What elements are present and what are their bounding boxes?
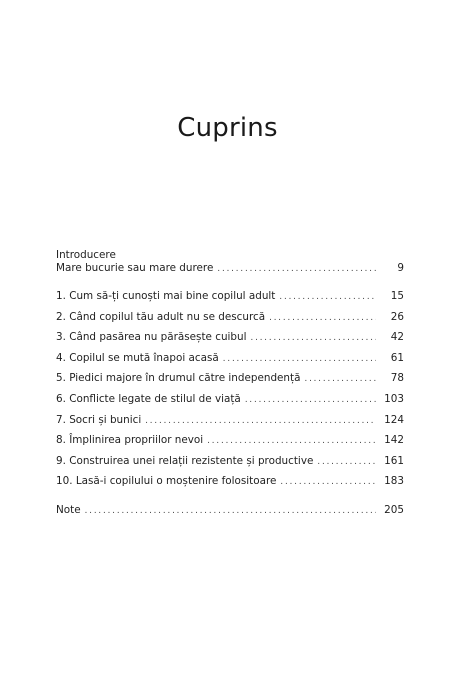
toc-entry-page: 161 — [384, 454, 404, 467]
toc-entry-label: 4. Copilul se mută înapoi acasă — [56, 351, 219, 364]
dot-leader — [145, 415, 376, 428]
toc-entry-label: 1. Cum să-ți cunoști mai bine copilul adult — [56, 290, 276, 302]
dot-leader — [269, 312, 376, 325]
toc-entry-page: 124 — [384, 413, 404, 426]
table-of-contents — [56, 249, 404, 517]
toc-entry-label: 3. Când pasărea nu părăsește cuibul — [56, 331, 247, 344]
toc-entry — [56, 352, 404, 365]
toc-entry-label: 2. Când copilul tău adult nu se descurcă — [56, 310, 266, 323]
toc-entry-notes — [56, 504, 404, 517]
toc-entry-label: 10. Lasă-i copilului o moștenire folositoare — [56, 475, 277, 488]
intro-heading: Introducere — [56, 249, 116, 261]
toc-entry — [56, 372, 404, 385]
toc-entry-page: 78 — [390, 372, 404, 385]
toc-entry-page: 9 — [397, 262, 404, 274]
dot-leader — [280, 476, 376, 489]
toc-entry-label: Mare bucurie sau mare durere — [56, 262, 214, 274]
toc-entry — [56, 475, 404, 488]
toc-entry-page: 15 — [390, 290, 404, 302]
dot-leader — [251, 332, 377, 345]
dot-leader — [317, 456, 376, 469]
toc-entry-page: 142 — [384, 434, 404, 447]
toc-entry-label: Note — [56, 504, 81, 517]
toc-entry — [56, 414, 404, 427]
toc-entry-intro — [56, 262, 404, 275]
dot-leader — [217, 263, 376, 276]
toc-entry-label: 5. Piedici majore în drumul către independență — [56, 372, 301, 385]
toc-entry — [56, 290, 404, 303]
toc-entry — [56, 434, 404, 447]
dot-leader — [245, 394, 376, 407]
section-spacer — [56, 488, 404, 504]
toc-entry-label: 6. Conflicte legate de stilul de viață — [56, 392, 241, 405]
toc-entry-label: 8. Împlinirea propriilor nevoi — [56, 434, 204, 447]
toc-entry — [56, 393, 404, 406]
toc-entry-label: 9. Construirea unei relații rezistente și productive — [56, 454, 314, 467]
dot-leader — [304, 373, 376, 386]
toc-entry-page: 26 — [390, 310, 404, 323]
page-title: Cuprins — [177, 113, 278, 143]
dot-leader — [207, 435, 376, 448]
dot-leader — [223, 353, 376, 366]
toc-entry-page: 61 — [390, 351, 404, 364]
toc-entry-page: 103 — [384, 392, 404, 405]
toc-entry — [56, 331, 404, 344]
section-spacer — [56, 275, 404, 290]
dot-leader — [279, 291, 376, 304]
toc-entry-page: 42 — [390, 331, 404, 344]
dot-leader — [85, 505, 376, 518]
toc-entry-page: 183 — [384, 475, 404, 488]
toc-entry — [56, 455, 404, 468]
toc-entry-page: 205 — [384, 504, 404, 517]
toc-entry-label: 7. Socri și bunici — [56, 413, 142, 426]
toc-entry — [56, 311, 404, 324]
